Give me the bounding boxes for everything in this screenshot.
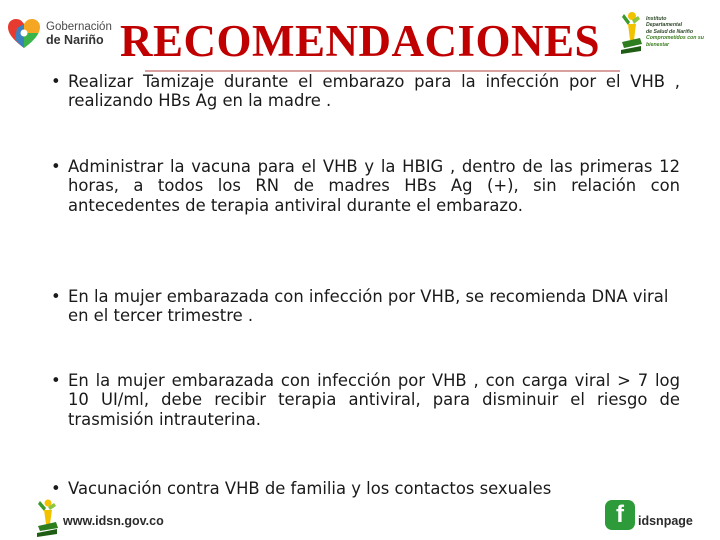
bullet-symbol: • xyxy=(51,287,61,306)
idsn-line2: Departamental xyxy=(646,22,683,29)
facebook-handle-link[interactable]: idsnpage xyxy=(638,514,693,528)
bullet-symbol: • xyxy=(51,157,61,176)
idsn-figure-icon xyxy=(34,498,60,538)
bullet-text: En la mujer embarazada con infección por VHB, se recomienda DNA viral en el tercer trimestre . xyxy=(68,287,669,326)
idsn-logo xyxy=(618,10,714,56)
bullet-symbol: • xyxy=(51,479,61,498)
list-item xyxy=(48,72,680,111)
idsn-line1: Instituto xyxy=(646,16,667,22)
idsn-slogan: Comprometidos con su bienestar xyxy=(646,35,704,48)
idsn-text xyxy=(646,16,714,48)
facebook-icon[interactable] xyxy=(605,500,635,530)
list-item xyxy=(48,479,680,498)
bullet-text: Vacunación contra VHB de familia y los contactos sexuales xyxy=(68,479,552,498)
gobernacion-line1: Gobernación xyxy=(46,21,112,33)
gobernacion-line2: de Nariño xyxy=(46,33,104,47)
website-link[interactable]: www.idsn.gov.co xyxy=(63,514,164,528)
idsn-figure-icon xyxy=(618,10,644,56)
idsn-line3: de Salud de Nariño xyxy=(646,28,693,35)
list-item xyxy=(48,157,680,215)
bullet-text: En la mujer embarazada con infección por VHB , con carga viral > 7 log 10 UI/ml, debe recibir terapia antiviral, para disminuir el riesgo de trasmisión intrauterina. xyxy=(68,371,680,429)
list-item xyxy=(48,287,680,326)
list-item xyxy=(48,371,680,429)
bullet-text: Realizar Tamizaje durante el embarazo para la infección por el VHB , realizando HBs Ag en la madre . xyxy=(68,72,680,111)
facebook-letter: f xyxy=(616,501,624,528)
bullet-text: Administrar la vacuna para el VHB y la HBIG , dentro de las primeras 12 horas, a todos los RN de madres HBs Ag (+), sin relación con antecedentes de terapia antiviral durante el embarazo. xyxy=(68,157,680,215)
bullet-symbol: • xyxy=(51,72,61,91)
bullet-symbol: • xyxy=(51,371,61,390)
page-title: RECOMENDACIONES xyxy=(119,16,601,66)
